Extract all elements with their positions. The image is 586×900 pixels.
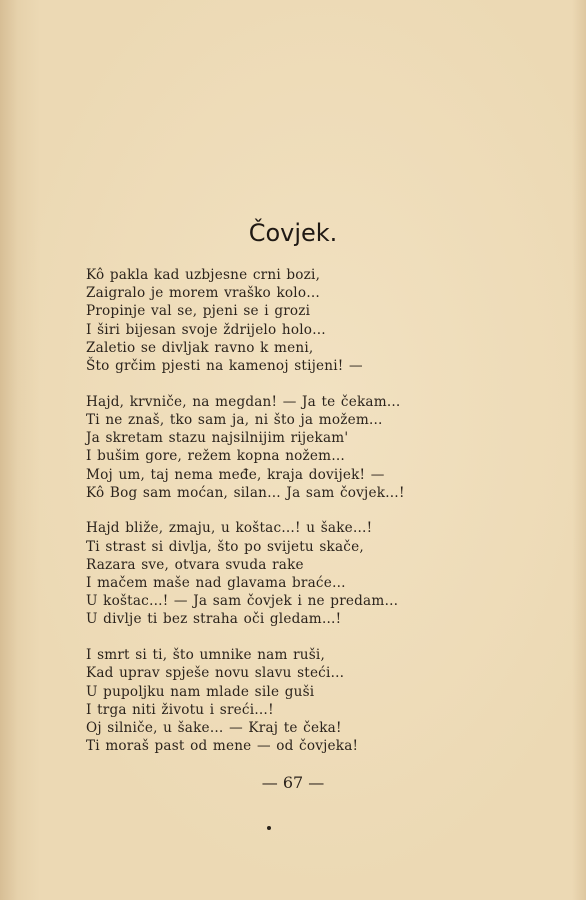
poem-line: Kad uprav spješe novu slavu steći… bbox=[86, 665, 345, 682]
poem-line: Kô pakla kad uzbjesne crni bozi, bbox=[86, 267, 321, 283]
poem-line: Ti strast si divlja, što po svijetu skače, bbox=[86, 538, 364, 555]
poem-line: Ja skretam stazu najsilnijim rijekam' bbox=[86, 430, 349, 447]
poem-title: Čovjek. bbox=[248, 219, 338, 247]
poem-line: Hajd, krvniče, na megdan! — Ja te čekam… bbox=[86, 393, 401, 410]
poem-line: Kô Bog sam moćan, silan… Ja sam čovjek…! bbox=[86, 484, 405, 501]
ink-spot bbox=[267, 826, 271, 830]
poem-line: U koštac…! — Ja sam čovjek i ne predam… bbox=[86, 593, 399, 610]
poem-line: Hajd bliže, zmaju, u koštac…! u šake…! bbox=[86, 520, 373, 537]
stanza-2 bbox=[86, 393, 466, 502]
poem-line: I širi bijesan svoje ždrijelo holo… bbox=[86, 321, 326, 338]
poem-line: I trga niti životu i sreći…! bbox=[86, 701, 274, 718]
poem-line: Zaigralo je morem vraško kolo… bbox=[86, 285, 321, 302]
poem-line: Ti ne znaš, tko sam ja, ni što ja možem… bbox=[86, 411, 383, 428]
poem-line: Propinje val se, pjeni se i grozi bbox=[86, 303, 311, 320]
stanza-4 bbox=[86, 646, 466, 755]
poem-line: I smrt si ti, što umnike nam ruši, bbox=[86, 647, 325, 664]
poem-line: Zaletio se divljak ravno k meni, bbox=[86, 339, 314, 356]
poem-line: U divlje ti bez straha oči gledam…! bbox=[86, 611, 342, 628]
poem-line: Što grčim pjesti na kamenoj stijeni! — bbox=[86, 358, 363, 375]
poem-line: Oj silniče, u šake… — Kraj te čeka! bbox=[86, 719, 342, 736]
page-number: — 67 — bbox=[261, 773, 325, 792]
poem-line: Moj um, taj nema međe, kraja dovijek! — bbox=[86, 466, 385, 483]
poem-line: I mačem maše nad glavama braće… bbox=[86, 575, 346, 592]
stanza-1 bbox=[86, 266, 466, 375]
poem-line: Ti moraš past od mene — od čovjeka! bbox=[86, 738, 359, 755]
poem-line: Razara sve, otvara svuda rake bbox=[86, 556, 304, 573]
poem-body bbox=[86, 266, 466, 755]
poem-line: U pupoljku nam mlade sile guši bbox=[86, 683, 315, 700]
poem-line: I bušim gore, režem kopna nožem… bbox=[86, 448, 346, 465]
stanza-3 bbox=[86, 519, 466, 628]
